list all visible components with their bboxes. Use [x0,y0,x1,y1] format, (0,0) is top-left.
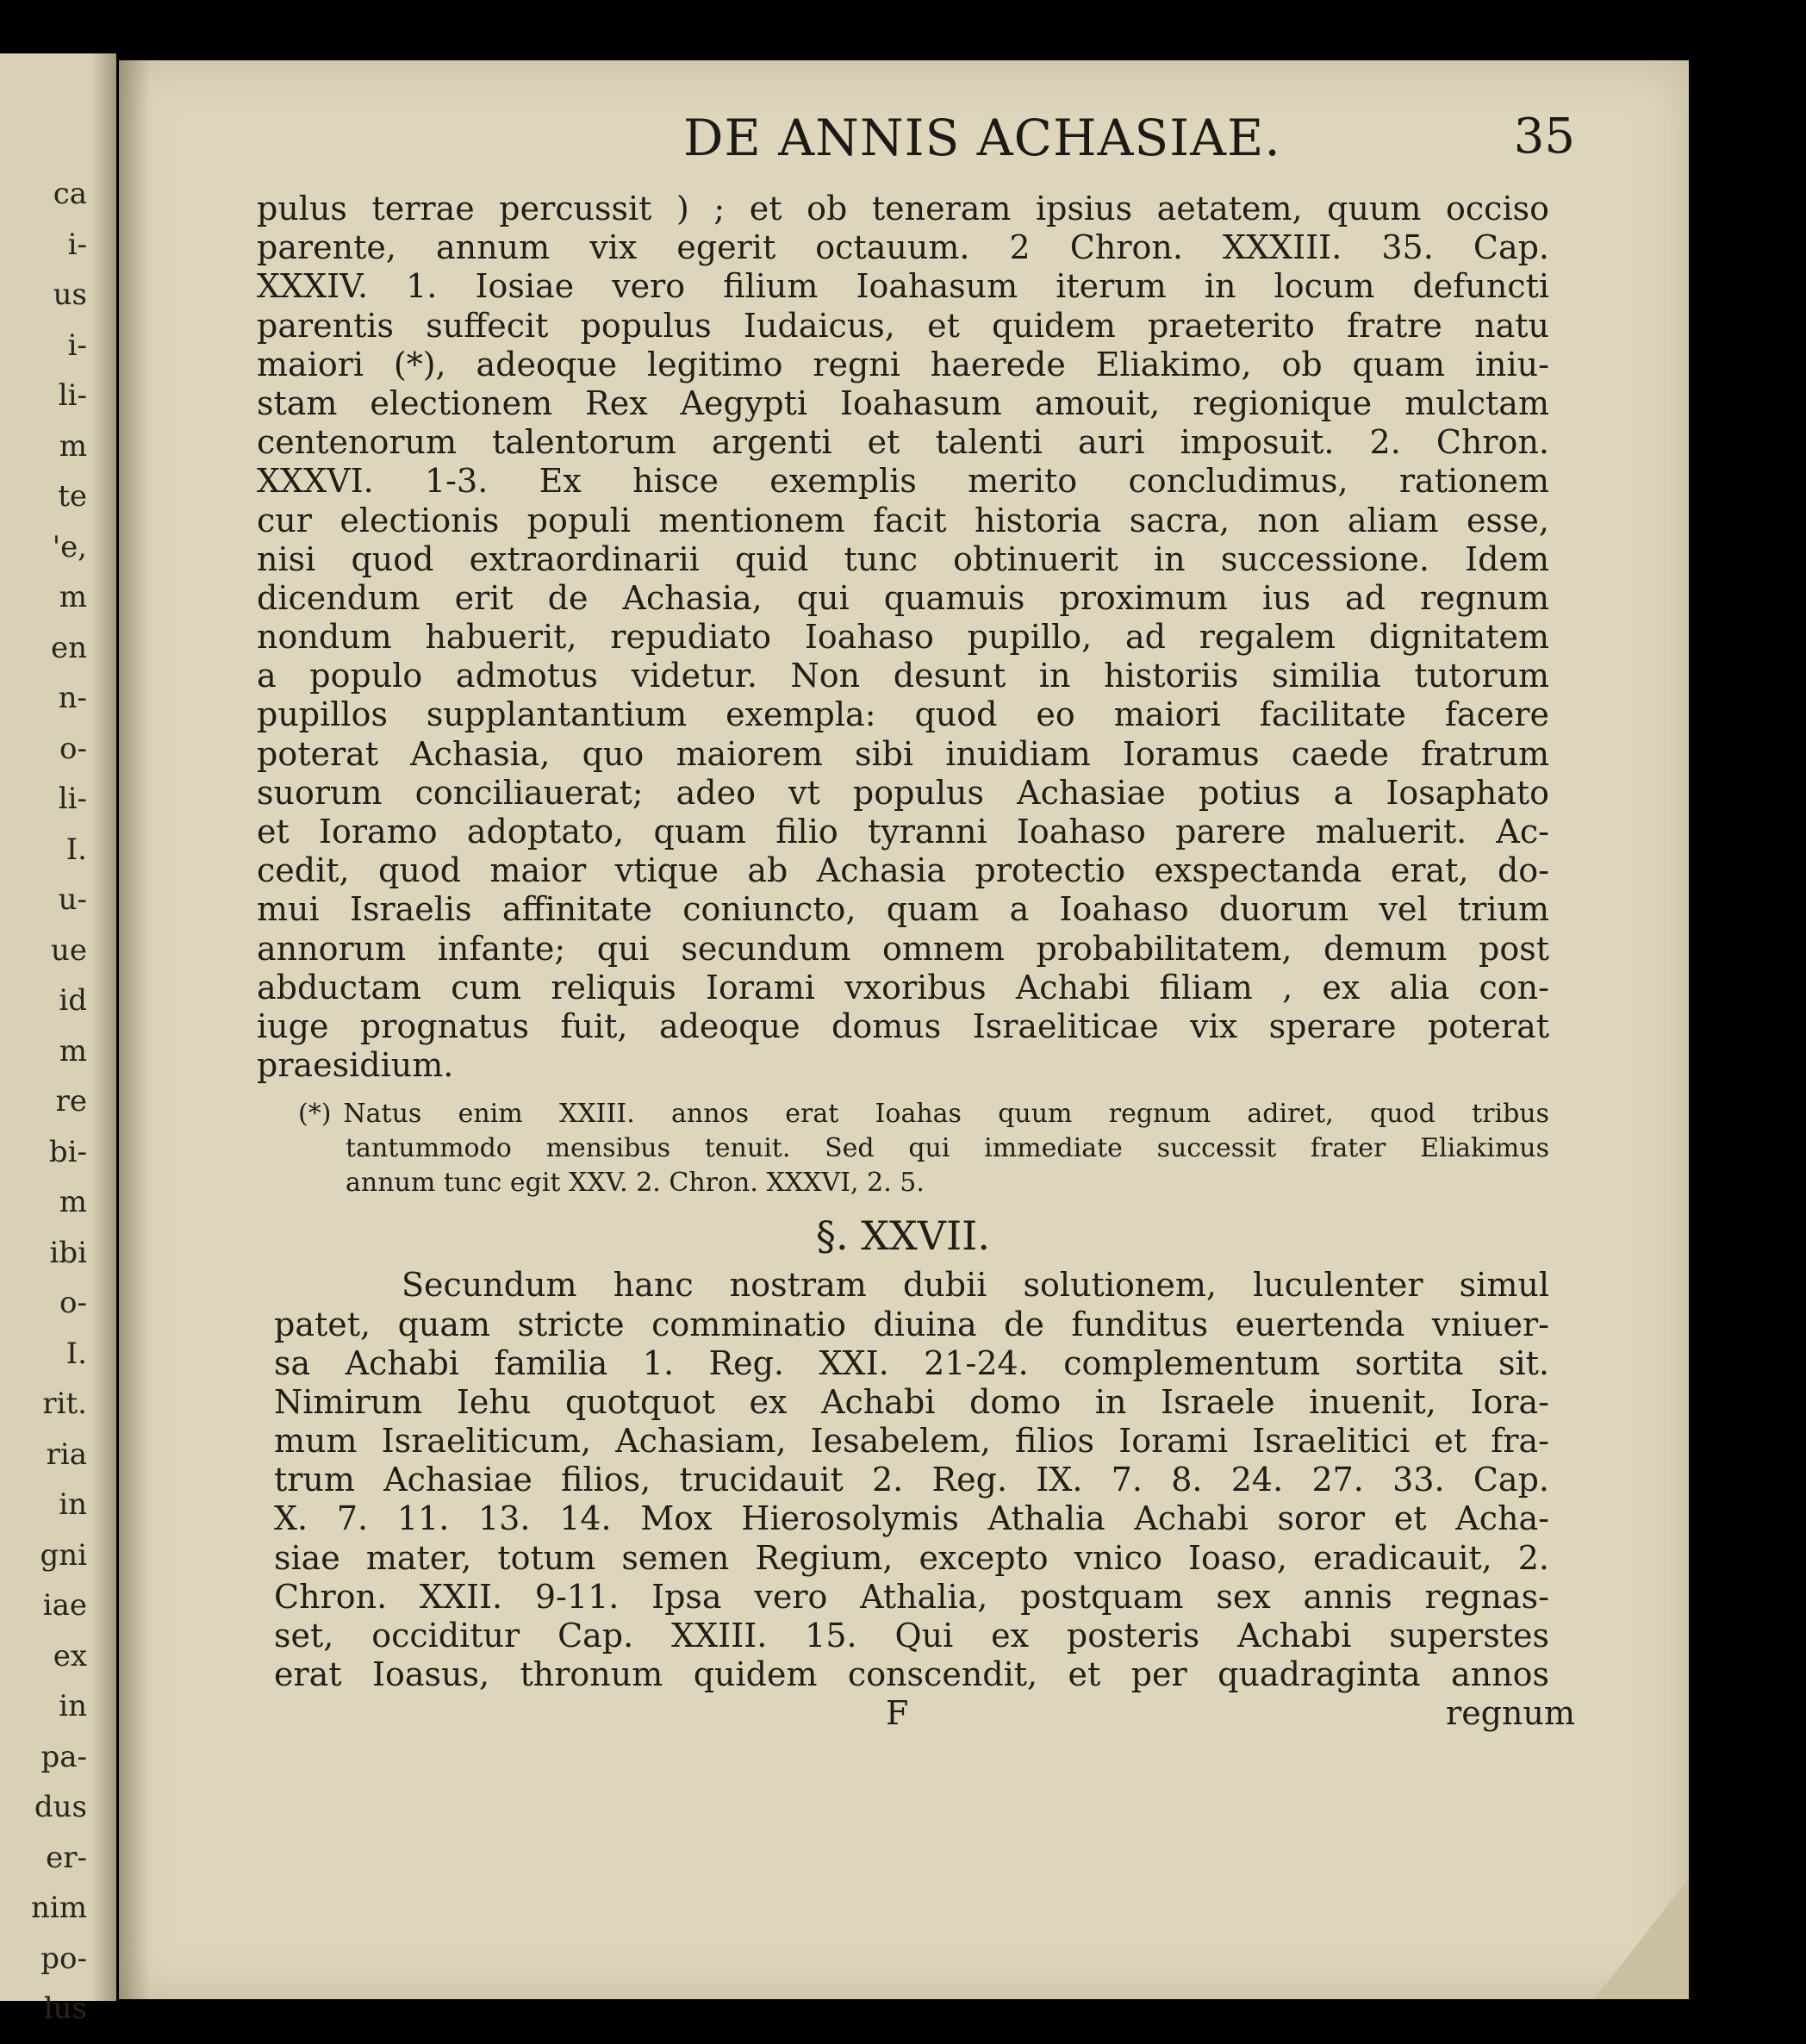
margin-fragment: rit. [42,1387,87,1421]
margin-fragment: pa- [40,1739,87,1774]
text-line: maiori (*), adeoque legitimo regni haerede Eliakimo, ob quam iniu- [257,345,1549,383]
text-line: praesidium. [257,1046,454,1085]
margin-fragment: us [53,277,87,312]
text-line: patet, quam stricte comminatio diuina de funditus euertenda vniuer- [274,1305,1549,1343]
catchword: regnum [1446,1694,1575,1733]
margin-fragment: li- [58,378,87,413]
page-header [248,109,1575,178]
text-line: dicendum erit de Achasia, qui quamuis proximum ius ad regnum [257,578,1549,617]
text-line: suorum conciliauerat; adeo vt populus Achasiae potius a Iosaphato [257,773,1549,812]
margin-fragment: re [55,1084,87,1119]
text-line: cur electionis populi mentionem facit historia sacra, non aliam esse, [257,501,1549,539]
text-line: XXXIV. 1. Iosiae vero filium Ioahasum iterum in locum defuncti [257,267,1549,306]
text-line: abductam cum reliquis Iorami vxoribus Achabi filiam , ex alia con- [257,968,1549,1006]
margin-fragment: m [59,428,87,464]
margin-fragment: in [59,1487,87,1522]
footnote [298,1097,1549,1200]
text-line: set, occiditur Cap. XXIII. 15. Qui ex posteris Achabi superstes [274,1617,1549,1655]
margin-fragment: i- [67,227,87,262]
running-title: DE ANNIS ACHASIAE. [683,109,1281,167]
margin-fragment: lus [43,1991,87,2026]
text-line: siae mater, totum semen Regium, excepto vnico Ioaso, eradicauit, 2. [274,1538,1549,1577]
text-line: iuge prognatus fuit, adeoque domus Israeliticae vix sperare poterat [257,1006,1549,1045]
margin-fragment: m [59,1033,87,1069]
text-line: pupillos supplantantium exempla: quod eo maiori facilitate facere [257,695,1549,734]
text-line: Nimirum Iehu quotquot ex Achabi domo in Israele inuenit, Iora- [274,1382,1549,1421]
margin-fragment: er- [46,1840,87,1875]
text-line: mui Israelis affinitate coniuncto, quam a Ioahaso duorum vel trium [257,890,1549,929]
margin-fragment: u- [58,882,87,917]
text-line: sa Achabi familia 1. Reg. XXI. 21-24. complementum sortita sit. [274,1343,1549,1382]
margin-fragment: en [50,630,87,665]
book-page [119,60,1689,1999]
margin-fragment: po- [40,1941,87,1976]
footnote-line: annum tunc egit XXV. 2. Chron. XXXVI, 2. 5. [346,1168,925,1199]
page-gutter-shadow [119,60,150,1999]
margin-fragment: li- [58,782,87,816]
margin-fragment: I. [65,832,87,867]
page-footer [274,1694,1575,1733]
margin-fragment: nim [30,1891,87,1925]
text-line: annorum infante; qui secundum omnem probabilitatem, demum post [257,929,1549,968]
margin-fragment: ria [46,1436,87,1472]
margin-fragment: n- [58,681,87,715]
margin-fragment: ca [53,177,87,211]
margin-fragment: ex [53,1638,87,1673]
section-heading: §. XXVII. [816,1212,990,1260]
margin-fragment: iae [42,1588,87,1623]
text-line: cedit, quod maior vtique ab Achasia protectio exspectanda erat, do- [257,851,1549,890]
text-line: poterat Achasia, quo maiorem sibi inuidiam Ioramus caede fratrum [257,734,1549,773]
text-line: parente, annum vix egerit octauum. 2 Chron. XXXIII. 35. Cap. [257,228,1549,267]
text-line: XXXVI. 1-3. Ex hisce exemplis merito concludimus, rationem [257,462,1549,501]
previous-page-margin [0,53,116,2026]
text-line: erat Ioasus, thronum quidem conscendit, et per quadraginta annos [274,1655,1549,1694]
margin-fragment: gni [40,1537,87,1573]
text-line: et Ioramo adoptato, quam filio tyranni Ioahaso parere maluerit. Ac- [257,813,1549,851]
margin-fragment: bi- [48,1134,87,1169]
text-line: nisi quod extraordinarii quid tunc obtinuerit in successione. Idem [257,539,1549,578]
margin-fragment: id [59,983,87,1018]
text-line: trum Achasiae filios, trucidauit 2. Reg. IX. 7. 8. 24. 27. 33. Cap. [274,1461,1549,1499]
margin-fragment: I. [65,1336,87,1371]
text-line: pulus terrae percussit ) ; et ob teneram ipsius aetatem, quum occiso [257,190,1549,227]
text-line: a populo admotus videtur. Non desunt in historiis similia tutorum [257,657,1549,695]
text-line: centenorum talentorum argenti et talenti auri imposuit. 2. Chron. [257,423,1549,462]
margin-fragment: ue [50,932,87,968]
text-line: stam electionem Rex Aegypti Ioahasum amouit, regionique mulctam [257,383,1549,422]
margin-fragment: in [59,1689,87,1723]
footnote-line: tantummodo mensibus tenuit. Sed qui immediate successit frater Eliakimus [346,1133,1549,1164]
margin-fragment: dus [34,1790,87,1824]
margin-fragment: o- [59,731,87,766]
text-line: mum Israeliticum, Achasiam, Iesabelem, filios Iorami Israelitici et fra- [274,1422,1549,1461]
margin-fragment: ibi [49,1235,87,1270]
gutter-shadow [90,53,116,2001]
margin-fragment: te [58,479,87,514]
text-line: Chron. XXII. 9-11. Ipsa vero Athalia, postquam sex annis regnas- [274,1577,1549,1616]
main-paragraph [257,190,1549,1085]
margin-fragment: o- [59,1286,87,1320]
text-line: nondum habuerit, repudiato Ioahaso pupillo, ad regalem dignitatem [257,618,1549,657]
margin-fragment: m [59,1185,87,1219]
footnote-lines [298,1097,1549,1200]
text-block [257,190,1575,1733]
text-line: Secundum hanc nostram dubii solutionem, luculenter simul [402,1266,1549,1305]
margin-fragment: 'e, [52,529,87,564]
margin-fragment: i- [67,327,87,363]
footnote-line [298,1097,1549,1131]
text-line: parentis suffecit populus Iudaicus, et quidem praeterito fratre natu [257,306,1549,345]
text-line: X. 7. 11. 13. 14. Mox Hierosolymis Athalia Achabi soror et Acha- [274,1499,1549,1538]
footnote-text: Natus enim XXIII. annos erat Ioahas quum regnum adiret, quod tribus [343,1099,1549,1130]
folded-corner [1594,1879,1689,1999]
footnote-marker: (*) [298,1099,332,1130]
margin-fragment: m [59,580,87,614]
page-number: 35 [1513,109,1575,165]
signature-mark: F [886,1694,909,1733]
section-paragraph [274,1266,1549,1694]
